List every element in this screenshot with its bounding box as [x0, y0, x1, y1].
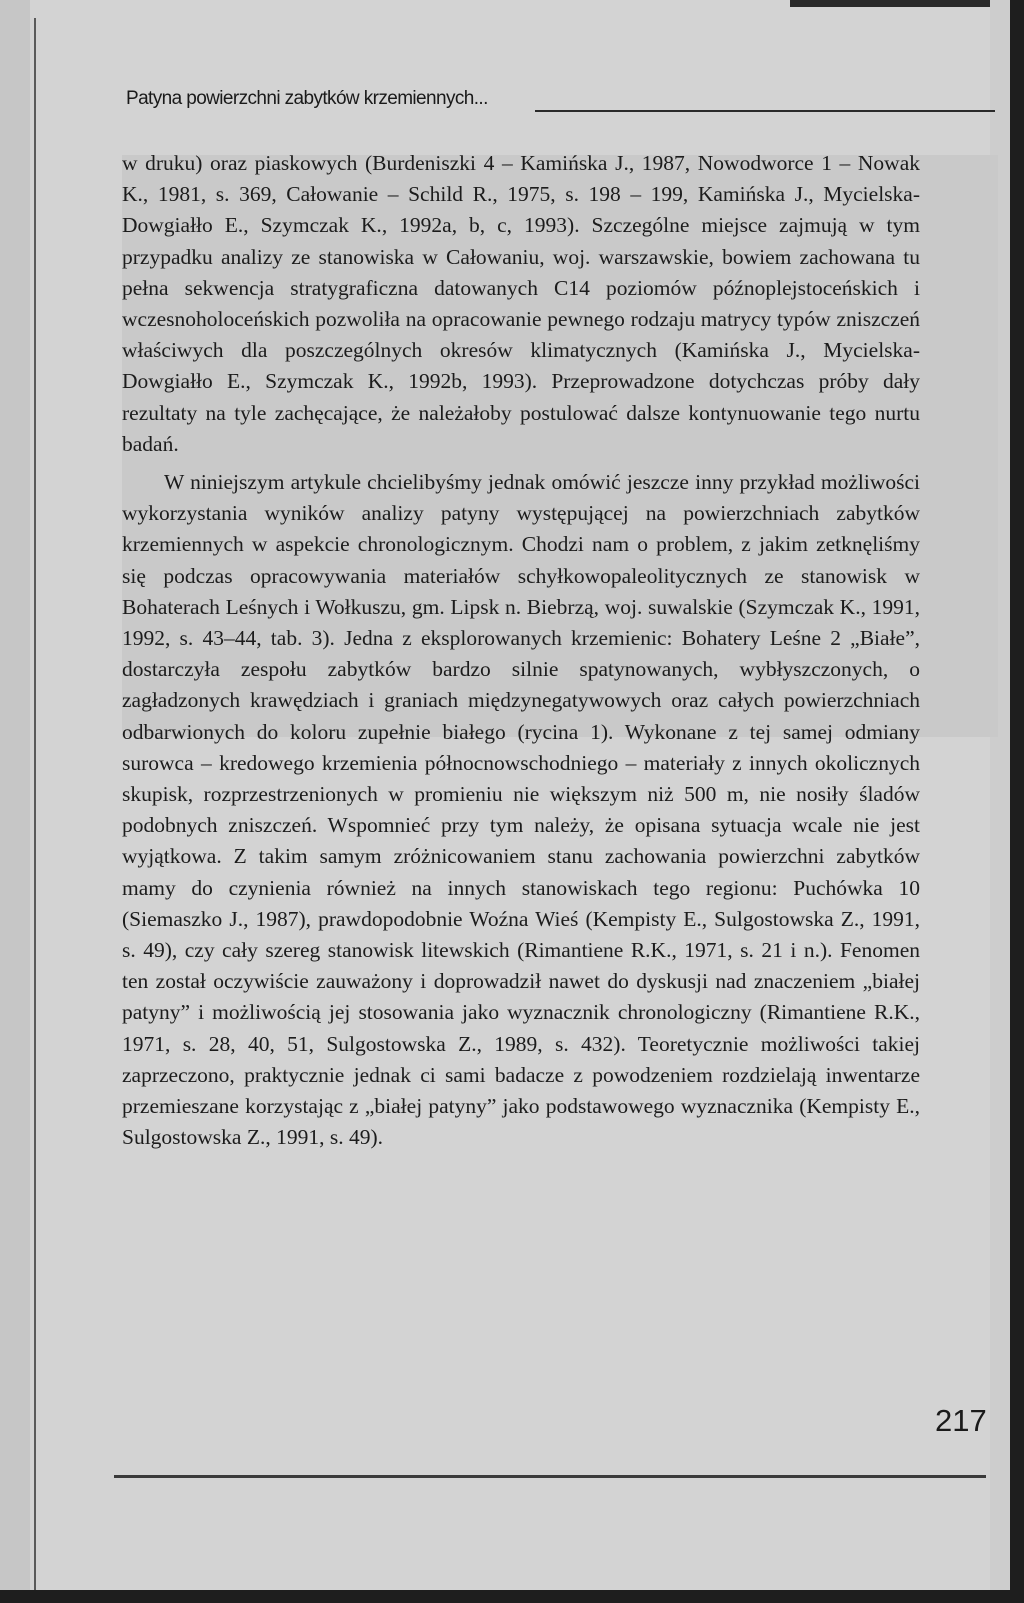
footer-rule — [114, 1475, 986, 1478]
paragraph-2: W niniejszym artykule chcielibyśmy jednak omówić jeszcze inny przykład możliwości wykorzystania wyników analizy patyny występującej na powierzchniach zabytków krzemiennych w aspekcie chronologicznym. Chodzi nam o problem, z jakim zetknęliśmy się podczas opracowywania materiałów schyłkowopaleolitycznych ze stanowisk w Bohaterach Leśnych i Wołkuszu, gm. Lipsk n. Biebrzą, woj. suwalskie (Szymczak K., 1991, 1992, s. 43–44, tab. 3). Jedna z eksplorowanych krzemienic: Bohatery Leśne 2 „Białe”, dostarczyła zespołu zabytków bardzo silnie spatynowanych, wybłyszczonych, o zagładzonych krawędziach i graniach międzynegatywowych oraz całych powierzchniach odbarwionych do koloru zupełnie białego (rycina 1). Wykonane z tej samej odmiany surowca – kredowego krzemienia północnowschodniego – materiały z innych okolicznych skupisk, rozprzestrzenionych w promieniu nie większym niż 500 m, nie nosiły śladów podobnych zniszczeń. Wspomnieć przy tym należy, że opisana sytuacja wcale nie jest wyjątkowa. Z takim samym zróżnicowaniem stanu zachowania powierzchni zabytków mamy do czynienia również na innych stanowiskach tego regionu: Puchówka 10 (Siemaszko J., 1987), prawdopodobnie Woźna Wieś (Kempisty E., Sulgostowska Z., 1991, s. 49), czy cały szereg stanowisk litewskich (Rimantiene R.K., 1971, s. 21 i n.). Fenomen ten został oczywiście zauważony i doprowadził nawet do dyskusji nad znaczeniem „białej patyny” i możliwością jej stosowania jako wyznacznik chronologiczny (Rimantiene R.K., 1971, s. 28, 40, 51, Sulgostowska Z., 1989, s. 432). Teoretycznie możliwości takiej zaprzeczono, praktycznie jednak ci sami badacze z powodzeniem rozdzielają inwentarze przemieszane korzystając z „białej patyny” jako podstawowego wyznacznika (Kempisty E., Sulgostowska Z., 1991, s. 49). — [122, 470, 920, 1150]
page-number: 217 — [935, 1403, 987, 1438]
running-title: Patyna powierzchni zabytków krzemiennych... — [126, 88, 488, 109]
scan-edge-mark — [790, 0, 990, 7]
page-gutter — [0, 0, 30, 1590]
gutter-rule — [34, 18, 36, 1590]
header-rule — [535, 110, 995, 112]
paragraph-1: w druku) oraz piaskowych (Burdeniszki 4 – Kamińska J., 1987, Nowodworce 1 – Nowak K., 1981, s. 369, Całowanie – Schild R., 1975, s. 198 – 199, Kamińska J., Mycielska-Dowgiałło E., Szymczak K., 1992a, b, c, 1993). Szczególne miejsce zajmują w tym przypadku analizy ze stanowiska w Całowaniu, woj. warszawskie, bowiem zachowana tu pełna sekwencja stratygraficzna datowanych C14 poziomów późnoplejstoceńskich i wczesnoholoceńskich pozwoliła na opracowanie pewnego rodzaju matrycy typów zniszczeń właściwych dla poszczególnych okresów klimatycznych (Kamińska J., Mycielska-Dowgiałło E., Szymczak K., 1992b, 1993). Przeprowadzone dotychczas próby dały rezultaty na tyle zachęcające, że należałoby postulować dalsze kontynuowanie tego nurtu badań. — [122, 151, 920, 456]
article-body — [122, 148, 920, 1154]
